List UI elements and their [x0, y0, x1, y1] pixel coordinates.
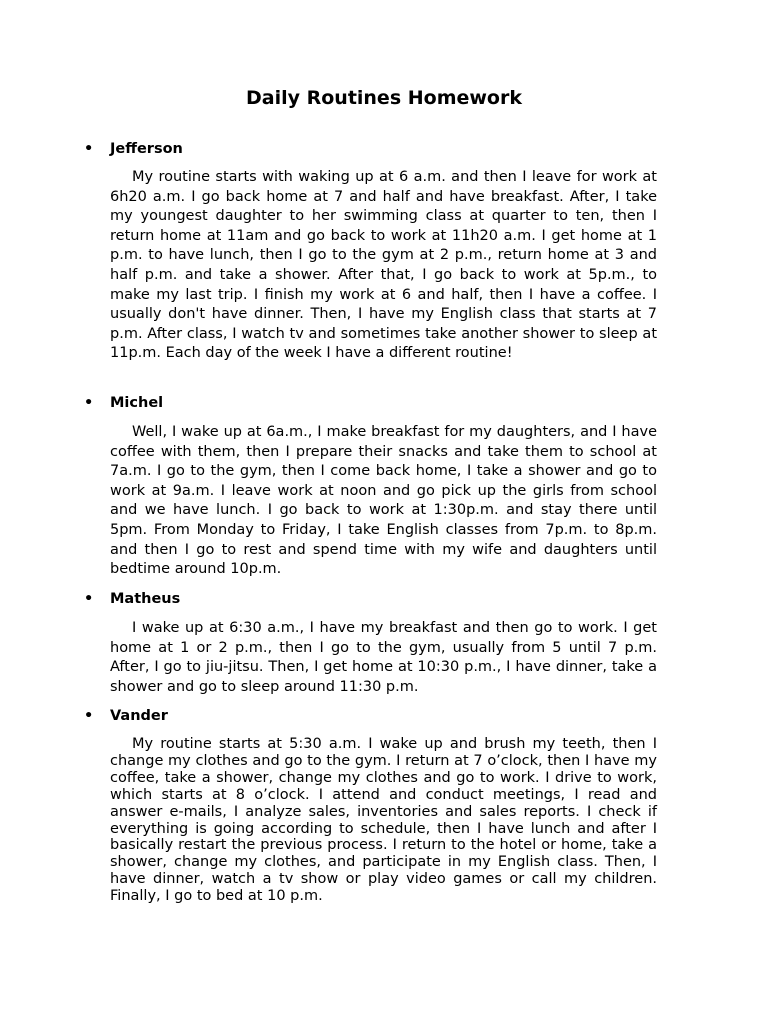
routine-paragraph: My routine starts at 5:30 a.m. I wake up and brush my teeth, then I change my clothes and go to the gym. I return at 7 o’clock, then I have my coffee, take a shower, change my clothes and go to work. I drive to work, which starts at 8 o’clock. I attend and conduct meetings, I read and answer e-mails, I analyze sales, inventories and sales reports. I check if everything is going according to schedule, then I have lunch and after I basically restart the previous process. I return to the hotel or home, take a shower, change my clothes, and participate in my English class. Then, I have dinner, watch a tv show or play video games or call my children. Finally, I go to bed at 10 p.m. [110, 736, 657, 905]
routine-paragraph: I wake up at 6:30 a.m., I have my breakfast and then go to work. I get home at 1 or 2 p.m., then I go to the gym, usually from 5 until 7 p.m. After, I go to jiu-jitsu. Then, I get home at 10:30 p.m., I have dinner, take a shower and go to sleep around 11:30 p.m. [110, 620, 657, 695]
list-item-heading [84, 140, 183, 159]
list-item-heading [84, 394, 163, 413]
bullet-icon: • [84, 591, 94, 607]
person-name: Michel [110, 395, 164, 411]
list-item-heading [84, 707, 168, 726]
routine-paragraph: Well, I wake up at 6a.m., I make breakfast for my daughters, and I have coffee with them, then I prepare their snacks and take them to school at 7a.m. I go to the gym, then I come back home, I take a shower and go to work at 9a.m. I leave work at noon and go pick up the girls from school and we have lunch. I go back to work at 1:30p.m. and stay there until 5pm. From Monday to Friday, I take English classes from 7p.m. to 8p.m. and then I go to rest and spend time with my wife and daughters until bedtime around 10p.m. [110, 424, 657, 578]
list-item-heading [84, 590, 180, 609]
person-name: Matheus [110, 591, 181, 607]
bullet-icon: • [84, 141, 94, 157]
bullet-icon: • [84, 708, 94, 724]
bullet-icon: • [84, 395, 94, 411]
page-title: Daily Routines Homework [245, 87, 522, 109]
person-name: Jefferson [110, 141, 183, 157]
routine-paragraph: My routine starts with waking up at 6 a.m. and then I leave for work at 6h20 a.m. I go back home at 7 and half and have breakfast. After, I take my youngest daughter to her swimming class at quarter to ten, then I return home at 11am and go back to work at 11h20 a.m. I get home at 1 p.m. to have lunch, then I go to the gym at 2 p.m., return home at 3 and half p.m. and take a shower. After that, I go back to work at 5p.m., to make my last trip. I finish my work at 6 and half, then I have a coffee. I usually don't have dinner. Then, I have my English class that starts at 7 p.m. After class, I watch tv and sometimes take another shower to sleep at 11p.m. Each day of the week I have a different routine! [110, 169, 657, 362]
person-name: Vander [110, 708, 168, 724]
